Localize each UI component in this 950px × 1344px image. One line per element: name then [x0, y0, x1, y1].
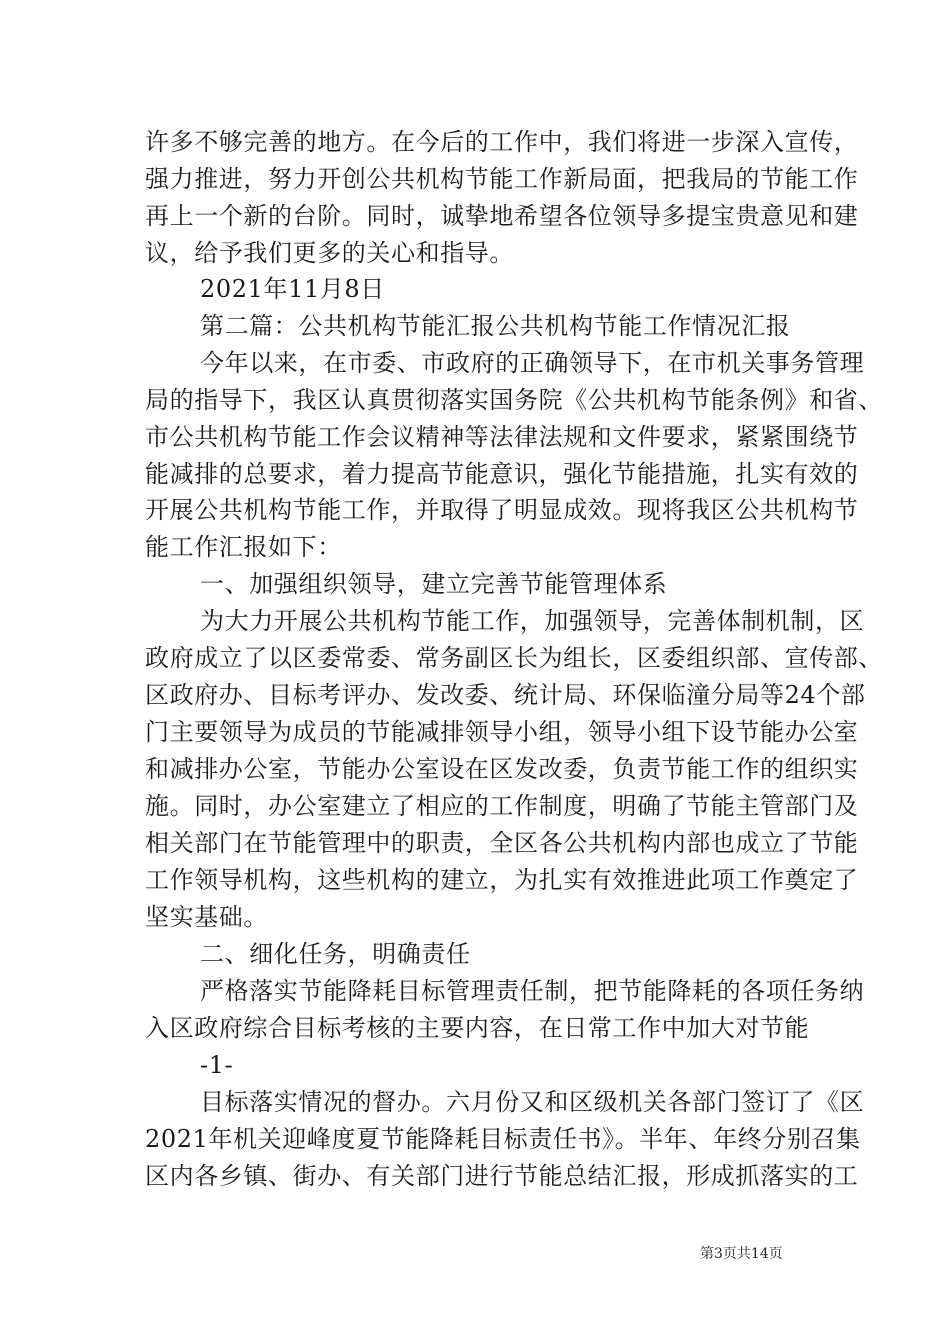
- text-line: 和减排办公室，节能办公室设在区发改委，负责节能工作的组织实: [145, 755, 859, 783]
- page-number-inline: -1-: [200, 1051, 234, 1079]
- text-line: 工作领导机构，这些机构的建立，为扎实有效推进此项工作奠定了: [145, 866, 859, 894]
- text-line: 目标落实情况的督办。六月份又和区级机关各部门签订了《区: [200, 1088, 865, 1116]
- section-heading: 第二篇：公共机构节能汇报公共机构节能工作情况汇报: [200, 312, 791, 340]
- text-line: 2021年机关迎峰度夏节能降耗目标责任书》。半年、年终分别召集: [145, 1125, 861, 1153]
- text-line: 强力推进，努力开创公共机构节能工作新局面，把我局的节能工作: [145, 165, 859, 193]
- text-line: 再上一个新的台阶。同时，诚挚地希望各位领导多提宝贵意见和建: [145, 202, 859, 230]
- subheading: 一、加强组织领导，建立完善节能管理体系: [200, 570, 668, 598]
- text-line: 施。同时，办公室建立了相应的工作制度，明确了节能主管部门及: [145, 792, 859, 820]
- subheading: 二、细化任务，明确责任: [200, 940, 471, 968]
- text-line: 局的指导下，我区认真贯彻落实国务院《公共机构节能条例》和省、: [145, 386, 883, 414]
- text-line: 政府成立了以区委常委、常务副区长为组长，区委组织部、宣传部、: [145, 644, 883, 672]
- date-line: 2021年11月8日: [200, 275, 385, 303]
- text-line: 为大力开展公共机构节能工作，加强领导，完善体制机制，区: [200, 607, 865, 635]
- text-line: 能减排的总要求，着力提高节能意识，强化节能措施，扎实有效的: [145, 460, 859, 488]
- text-line: 市公共机构节能工作会议精神等法律法规和文件要求，紧紧围绕节: [145, 423, 859, 451]
- page-footer: 第3页共14页: [700, 1246, 783, 1262]
- text-line: 相关部门在节能管理中的职责，全区各公共机构内部也成立了节能: [145, 829, 859, 857]
- text-line: 许多不够完善的地方。在今后的工作中，我们将进一步深入宣传，: [145, 128, 859, 156]
- text-line: 区政府办、目标考评办、发改委、统计局、环保临潼分局等24个部: [145, 681, 866, 709]
- text-line: 区内各乡镇、街办、有关部门进行节能总结汇报，形成抓落实的工: [145, 1162, 859, 1190]
- text-line: 能工作汇报如下：: [145, 533, 342, 561]
- text-line: 议，给予我们更多的关心和指导。: [145, 239, 514, 267]
- text-line: 今年以来，在市委、市政府的正确领导下，在市机关事务管理: [200, 349, 865, 377]
- text-line: 门主要领导为成员的节能减排领导小组，领导小组下设节能办公室: [145, 718, 859, 746]
- text-line: 坚实基础。: [145, 903, 268, 931]
- text-line: 严格落实节能降耗目标管理责任制，把节能降耗的各项任务纳: [200, 977, 865, 1005]
- text-line: 入区政府综合目标考核的主要内容，在日常工作中加大对节能: [145, 1014, 810, 1042]
- text-line: 开展公共机构节能工作，并取得了明显成效。现将我区公共机构节: [145, 496, 859, 524]
